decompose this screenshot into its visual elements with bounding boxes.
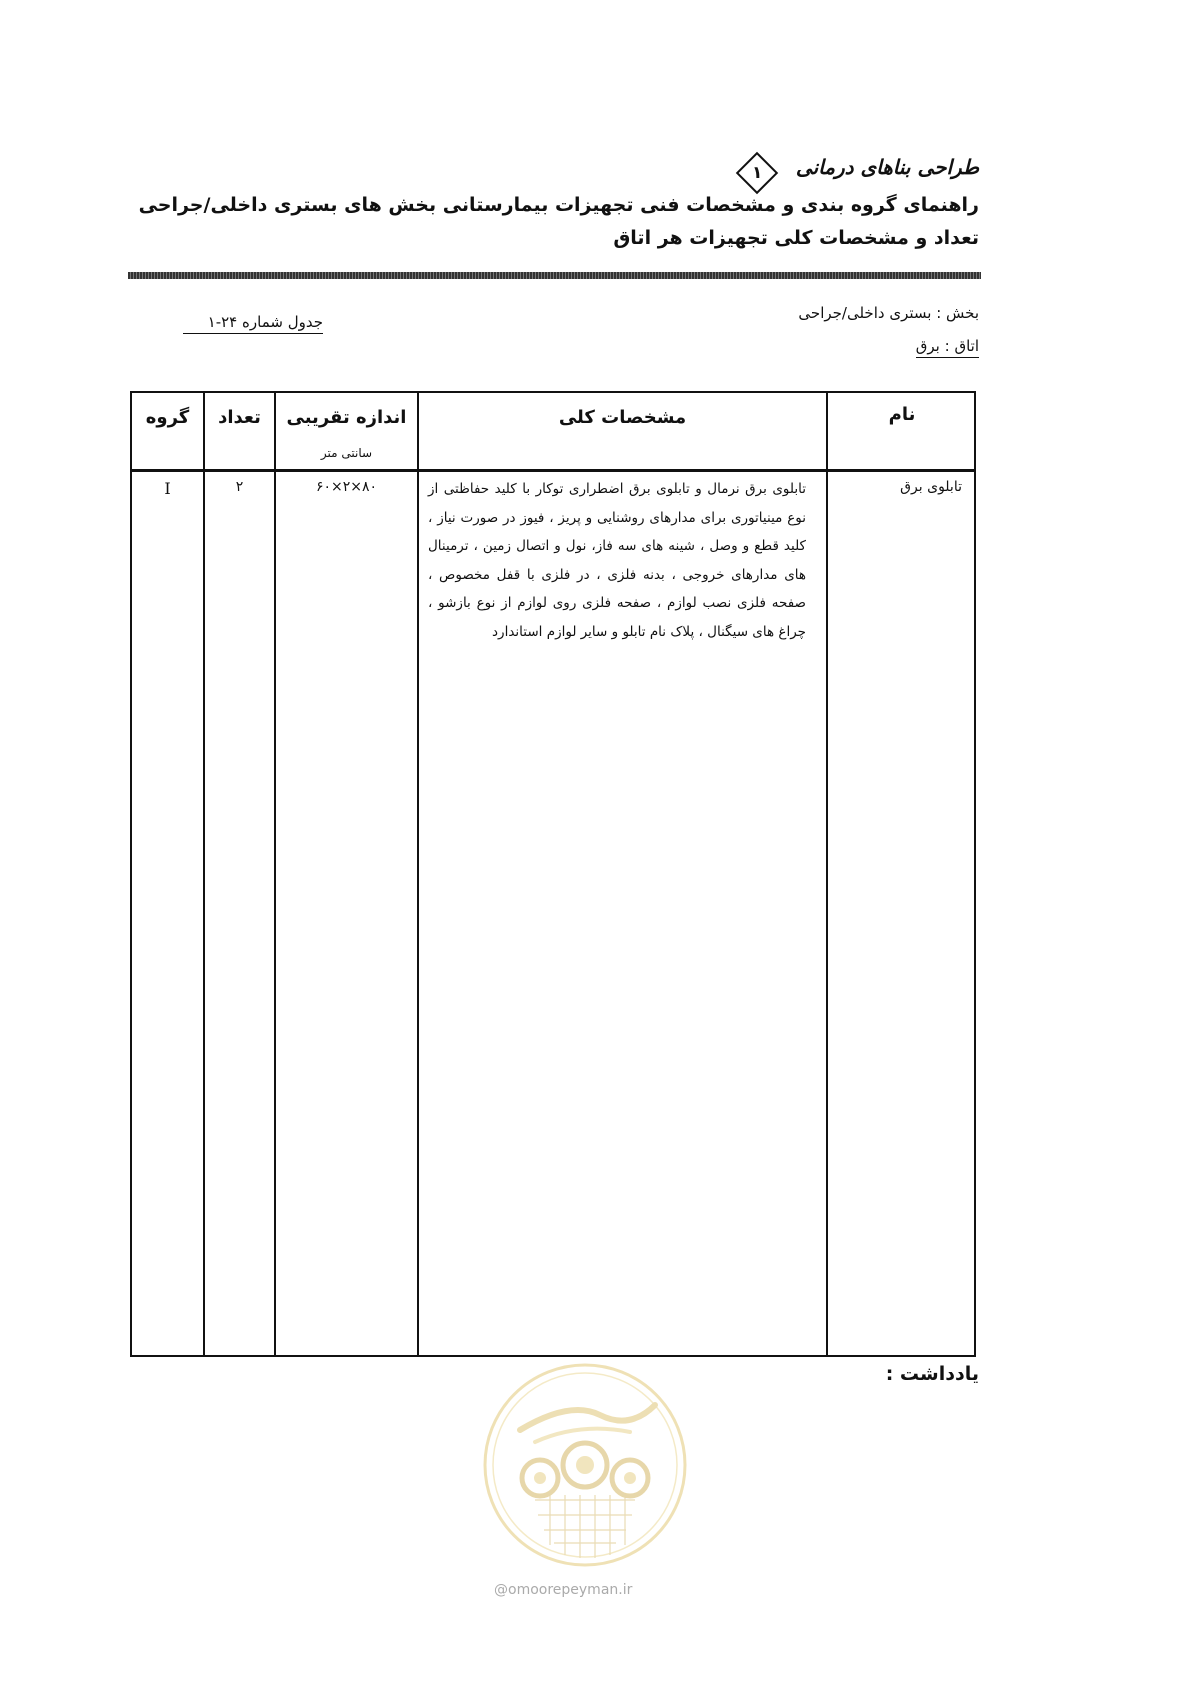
row-count: ۲ — [235, 479, 244, 495]
room-label: اتاق : برق — [916, 337, 979, 358]
book-number: ۱ — [751, 162, 763, 183]
row-specs: تابلوی برق نرمال و تابلوی برق اضطراری توکار با کلید حفاظتی از نوع مینیاتوری برای مدارهای روشنایی و پریز ، فیوز در صورت نیاز ، کلید قطع و وصل ، شینه های سه فاز، نول و اتصال زمین ، ترمینال های مدارهای خروجی ، بدنه فلزی ، در فلزی با قفل مخصوص ، صفحه فلزی نصب لوازم ، صفحه فلزی روی لوازم از نوع بازشو ، چراغ های سیگنال ، پلاک نام تابلو و سایر لوازم استاندارد — [428, 481, 806, 640]
section-label: بخش : بستری داخلی/جراحی — [798, 304, 979, 322]
col-header-size: اندازه تقریبی — [286, 407, 407, 428]
col-divider-4 — [826, 391, 828, 1357]
col-header-count: تعداد — [218, 407, 261, 428]
table-number: جدول شماره ۲۴-۱ — [183, 313, 323, 334]
notes-label: یادداشت : — [885, 1363, 979, 1385]
watermark-seal-icon — [480, 1360, 690, 1570]
col-divider-3 — [417, 391, 419, 1357]
watermark-url: @omoorepeyman.ir — [494, 1582, 633, 1598]
header-divider — [128, 272, 981, 279]
col-header-specs: مشخصات کلی — [558, 407, 687, 428]
book-number-badge — [736, 152, 778, 194]
document-subtitle-2: تعداد و مشخصات کلی تجهیزات هر اتاق — [613, 227, 979, 249]
col-divider-2 — [274, 391, 276, 1357]
watermark-logo — [480, 1360, 690, 1570]
document-subtitle: راهنمای گروه بندی و مشخصات فنی تجهیزات بیمارستانی بخش های بستری داخلی/جراحی — [138, 194, 979, 216]
hospital-equipment-table — [130, 391, 976, 1357]
row-size: ۶۰×۲×۸۰ — [315, 479, 378, 495]
row-group: I — [164, 479, 171, 498]
header-rule — [130, 469, 976, 472]
col-divider-1 — [203, 391, 205, 1357]
col-header-group: گروه — [145, 407, 190, 428]
book-title: طراحی بناهای درمانی — [795, 155, 979, 179]
col-header-name: نام — [888, 404, 916, 425]
col-header-size-unit: سانتی متر — [320, 446, 373, 460]
row-name: تابلوی برق — [900, 479, 962, 495]
